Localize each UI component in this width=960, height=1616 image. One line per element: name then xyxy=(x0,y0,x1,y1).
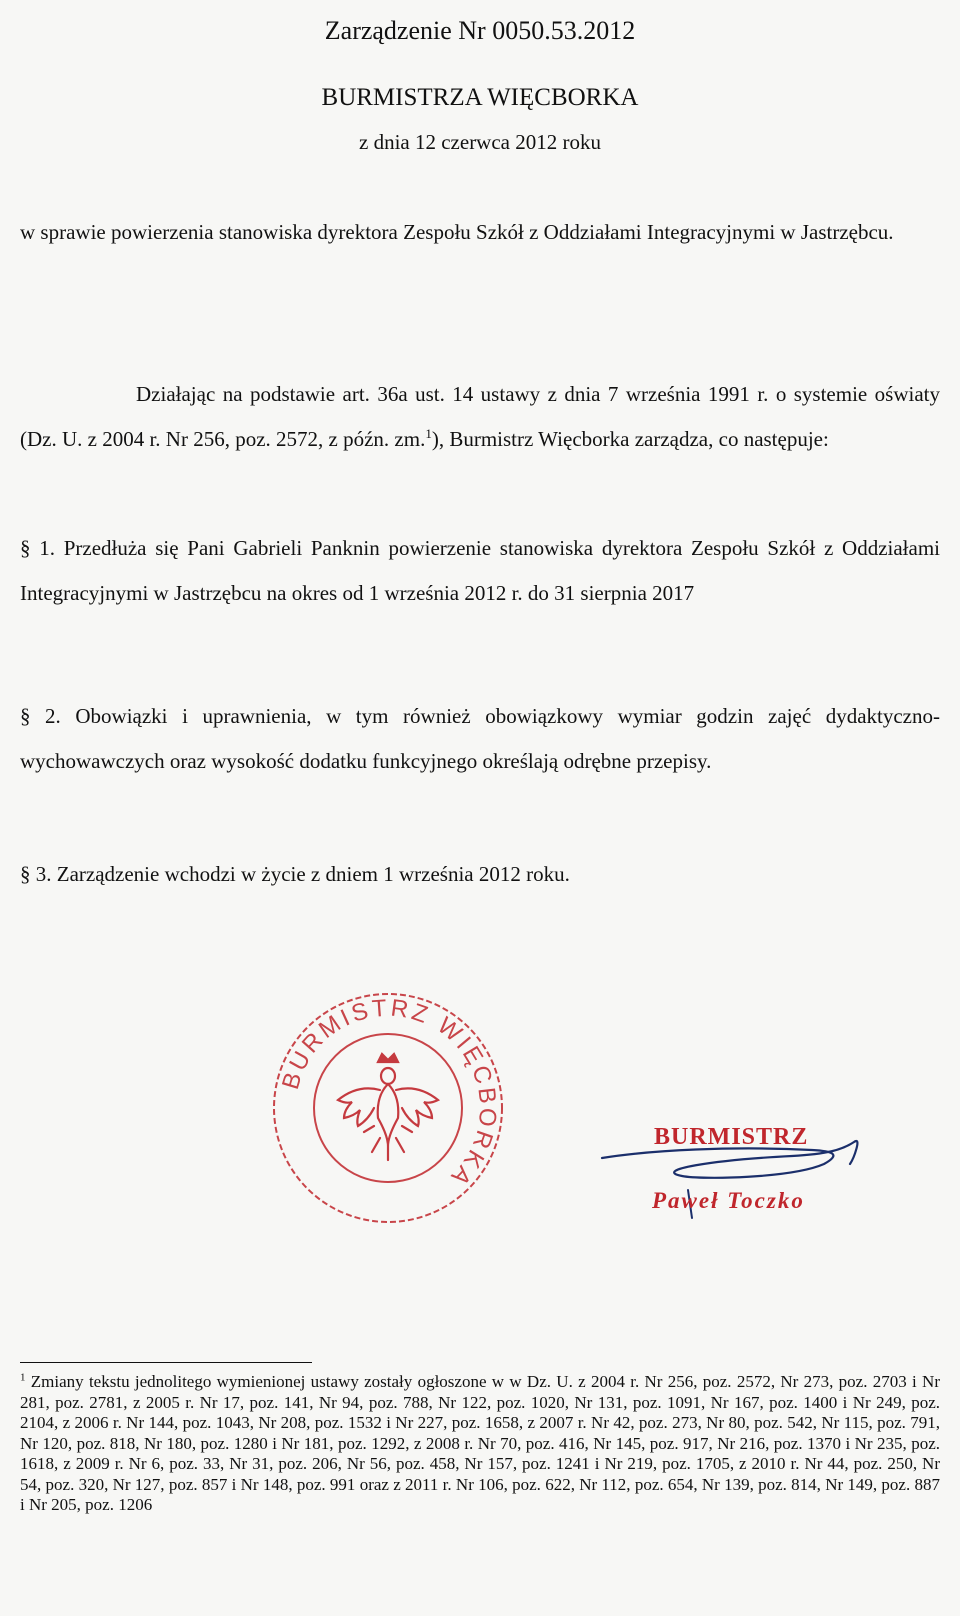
preamble-text-end: ), Burmistrz Więcborka zarządza, co następuje: xyxy=(431,427,829,451)
preamble-text: Działając na podstawie art. 36a ust. 14 ustawy z dnia 7 września 1991 r. o systemie oświaty (Dz. U. z 2004 r. Nr 256, poz. 2572, z późn. zm. xyxy=(20,382,940,451)
official-seal-stamp xyxy=(268,988,508,1228)
paragraph-2: § 2. Obowiązki i uprawnienia, w tym również obowiązkowy wymiar godzin zajęć dydaktyczno-wychowawczych oraz wysokość dodatku funkcyjnego określają odrębne przepisy. xyxy=(20,704,940,773)
issuing-authority: BURMISTRZA WIĘCBORKA xyxy=(321,84,639,111)
document-title: Zarządzenie Nr 0050.53.2012 xyxy=(324,16,636,45)
signatory-name: Paweł Toczko xyxy=(652,1188,805,1213)
paragraph-3: § 3. Zarządzenie wchodzi w życie z dniem 1 września 2012 roku. xyxy=(20,862,570,886)
footnote-marker: 1 xyxy=(20,1371,26,1384)
preamble xyxy=(20,372,940,462)
signature-title: BURMISTRZ xyxy=(654,1124,809,1150)
footnote-reference: 1 xyxy=(425,426,432,441)
seal-text: BURMISTRZ WIĘCBORKA xyxy=(277,994,502,1193)
eagle-emblem-icon xyxy=(338,1054,438,1160)
paragraph-1: § 1. Przedłuża się Pani Gabrieli Panknin powierzenie stanowiska dyrektora Zespołu Szkół z Oddziałami Integracyjnymi w Jastrzębcu na okres od 1 września 2012 r. do 31 sierpnia 2017 xyxy=(20,536,940,605)
footnote-divider xyxy=(20,1362,312,1363)
document-subject: w sprawie powierzenia stanowiska dyrektora Zespołu Szkół z Oddziałami Integracyjnymi w Jastrzębcu. xyxy=(20,220,894,244)
footnote xyxy=(20,1372,940,1516)
document-date: z dnia 12 czerwca 2012 roku xyxy=(359,130,601,154)
footnote-text: Zmiany tekstu jednolitego wymienionej ustawy zostały ogłoszone w w Dz. U. z 2004 r. Nr 256, poz. 2572, Nr 273, poz. 2703 i Nr 281, poz. 2781, z 2005 r. Nr 17, poz. 141, Nr 94, poz. 788, Nr 122, poz. 1020, Nr 131, poz. 1091, Nr 167, poz. 1400 i Nr 249, poz. 2104, z 2006 r. Nr 144, poz. 1043, Nr 208, poz. 1532 i Nr 227, poz. 1658, z 2007 r. Nr 42, poz. 273, Nr 80, poz. 542, Nr 115, poz. 791, Nr 120, poz. 818, Nr 180, poz. 1280 i Nr 181, poz. 1292, z 2008 r. Nr 70, poz. 416, Nr 145, poz. 917, Nr 216, poz. 1370 i Nr 235, poz. 1618, z 2009 r. Nr 6, poz. 33, Nr 31, poz. 206, Nr 56, poz. 458, Nr 157, poz. 1241 i Nr 219, poz. 1705, z 2010 r. Nr 44, poz. 250, Nr 54, poz. 320, Nr 127, poz. 857 i Nr 148, poz. 991 oraz z 2011 r. Nr 106, poz. 622, Nr 112, poz. 654, Nr 139, poz. 814, Nr 149, poz. 887 i Nr 205, poz. 1206 xyxy=(20,1372,940,1514)
